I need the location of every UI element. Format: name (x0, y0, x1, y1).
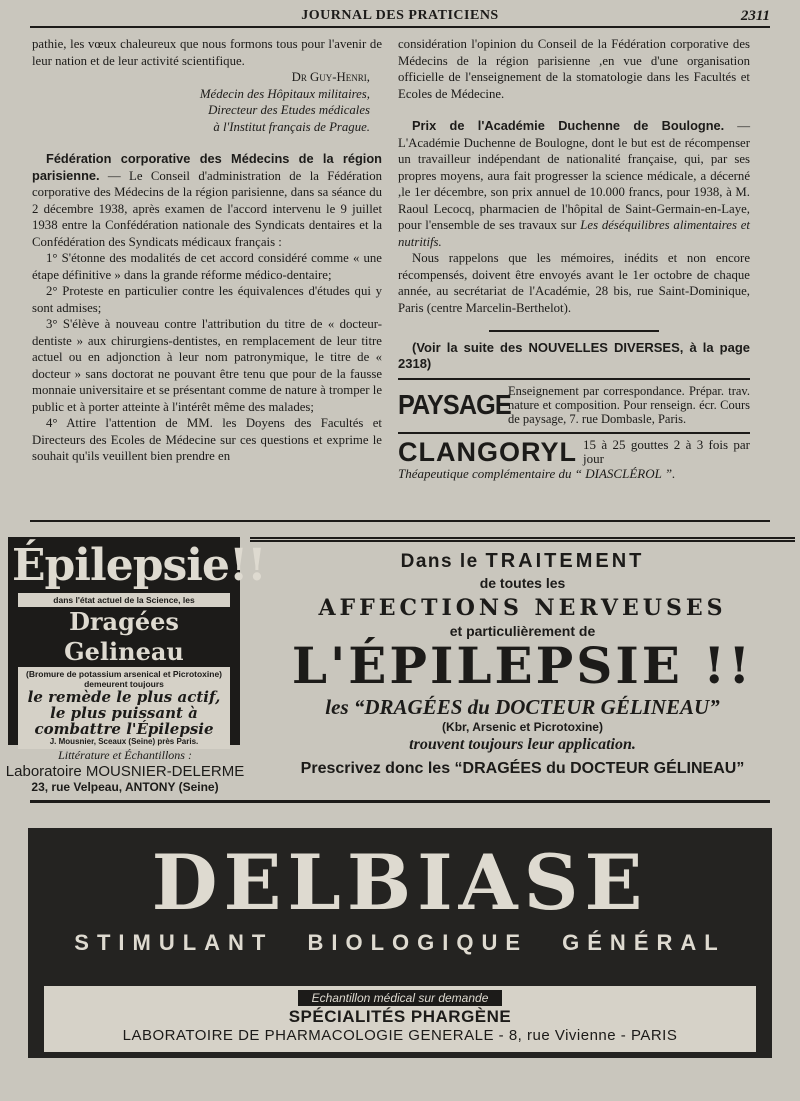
federation-point: 1° S'étonne des modalités de cet accord considéré comme « une étape définitive » dans la grande réforme médico-dentaire; (32, 251, 382, 282)
epilepsie-left-footer (2, 748, 248, 794)
er-line4: et particulièrement de (449, 623, 596, 639)
section-divider (30, 520, 770, 522)
left-column (32, 36, 382, 465)
delbiase-laboratory: LABORATOIRE DE PHARMACOLOGIE GENERALE - 8, rue Vivienne - PARIS (122, 1027, 678, 1044)
section-divider (30, 800, 770, 803)
epilepsie-right-ad (250, 537, 795, 787)
federation-point: 3° S'élève à nouveau contre l'attribution du titre de « docteur-dentiste » aux chirurgiens-dentistes, en remplacement de leur titre actuel ou en adjonction à leur nom patronymique, le titre de « docteur » sans doctorat ne pouvant être tenu que pour de la fausse monnaie universitaire et se présentant comme de nature à tromper le public et à porter atteinte à l'intérêt même des malades; (32, 317, 382, 414)
divider (489, 330, 659, 332)
er-line6: les “DRAGÉES du DOCTEUR GÉLINEAU” (325, 695, 720, 719)
signature-name: Dr Guy-Henri, (291, 70, 370, 84)
prix-text: — L'Académie Duchenne de Boulogne, dont le but est de récompenser un travailleur indépendant de nationalité française, qui, par ses propres moyens, aura fait progresser la science médicale, a décerné ,le 1er décembre, son prix annuel de 10.000 francs, pour 1938, à M. Raoul Lecocq, pharmacien de l'hôpital de Saint-Germain-en-Laye, pour l'ensemble de ses travaux sur (398, 119, 750, 232)
page-number: 2311 (740, 8, 770, 24)
federation-point: 2° Proteste en particulier contre les équivalences d'études qui y sont admises; (32, 284, 382, 315)
signature-line: à l'Institut français de Prague. (213, 119, 370, 134)
delbiase-specialites: SPÉCIALITÉS PHARGÈNE (288, 1007, 512, 1026)
signature-line: Médecin des Hôpitaux militaires, (199, 86, 370, 101)
prix-work-title: Les déséquilibres alimentaires et nutritifs. (398, 218, 750, 249)
epilepsie-title: Épilepsie!! (12, 540, 266, 591)
rappel-paragraph: Nous rappelons que les mémoires, inédits et non encore récompensés, doivent être envoyés avant le 1er octobre de chaque année, au secrétariat de l'Académie, 28 bis, rue Saint-Dominique, Paris (centre Marcelin-Berthelot). (398, 251, 750, 315)
intro-paragraph: pathie, les vœux chaleureux que nous formons tous pour l'avenir de leur nation et de leur activité scientifique. (32, 37, 382, 68)
delbiase-title: DELBIASE (151, 838, 649, 927)
clangoryl-ad (398, 432, 750, 483)
federation-text: — Le Conseil d'administration de la Fédération corporative des Médecins de la région parisienne, dans sa séance du 2 décembre 1938, après examen de l'accord intervenu le 9 juillet 1938 entre la Confédération nationale des Syndicats dentaires et la Confédération des Syndicats médicaux français : (32, 168, 382, 249)
epilepsie-maker: J. Mousnier, Sceaux (Seine) près Paris. (49, 737, 199, 746)
federation-heading: Fédération corporative des Médecins de la région parisienne. (32, 151, 382, 183)
epilepsie-claim: le remède le plus actif, le plus puissant à combattre l'Épilepsie (27, 688, 221, 738)
voir-suite-link: (Voir la suite des NOUVELLES DIVERSES, à la page 2318) (398, 340, 750, 371)
prix-paragraph (398, 118, 750, 250)
delbiase-panel (44, 986, 756, 1052)
er-line7: (Kbr, Arsenic et Picrotoxine) (442, 720, 603, 734)
delbiase-ad (28, 828, 772, 1058)
continuation-paragraph: considération l'opinion du Conseil de la Fédération corporative des Médecins de la région parisienne ,en vue d'une organisation officielle de l'enseignement de la stomatologie dans les Facultés et Ecoles de Médecine. (398, 37, 750, 101)
er-line9: Prescrivez donc les “DRAGÉES du DOCTEUR GÉLINEAU” (300, 760, 745, 777)
epilepsie-inner-panel (18, 593, 230, 749)
paysage-name: PAYSAGE (398, 388, 511, 420)
right-column (398, 36, 750, 483)
epilepsie-line1: dans l'état actuel de la Science, les (53, 595, 195, 605)
er-line3: AFFECTIONS NERVEUSES (318, 595, 727, 621)
federation-point: 4° Attire l'attention de MM. les Doyens des Facultés et Directeurs des Ecoles de Médecine sur ces questions et exprime le souhait qu'ils veuillent bien prendre en (32, 416, 382, 463)
epilepsie-product: Dragées Gelineau (18, 607, 230, 667)
federation-paragraph (32, 151, 382, 250)
journal-title: JOURNAL DES PRATICIENS (301, 8, 499, 23)
clangoryl-subtitle: Théapeutique complémentaire du “ DIASCLÉROL ”. (398, 466, 676, 481)
clangoryl-name: CLANGORYL (398, 436, 577, 467)
laboratory-name: Laboratoire MOUSNIER-DELERME (5, 763, 245, 780)
delbiase-sample: Echantillon médical sur demande (298, 990, 503, 1006)
er-line1: Dans le TRAITEMENT (400, 550, 645, 572)
paysage-ad (398, 378, 750, 426)
epilepsie-composition: (Bromure de potassium arsenical et Picrotoxine) demeurent toujours (25, 669, 223, 689)
er-line2: de toutes les (479, 575, 566, 591)
signature-line: Directeur des Etudes médicales (208, 103, 370, 117)
clangoryl-dose: 15 à 25 gouttes 2 à 3 fois par jour (583, 437, 750, 466)
laboratory-address: 23, rue Velpeau, ANTONY (Seine) (31, 780, 219, 794)
er-line8: trouvent toujours leur application. (409, 736, 636, 753)
prix-heading: Prix de l'Académie Duchenne de Boulogne. (412, 118, 725, 133)
literature-label: Littérature et Échantillons : (58, 748, 192, 762)
epilepsie-left-ad (8, 537, 266, 746)
delbiase-subtitle: STIMULANT BIOLOGIQUE GÉNÉRAL (74, 930, 726, 955)
page-header (30, 6, 770, 28)
paysage-text: Enseignement par correspondance. Prépar. trav. nature et composition. Pour renseign. écr. Cours de paysage, 7. rue Dombasle, Paris. (508, 384, 750, 426)
er-headline: L'ÉPILEPSIE !! (291, 636, 754, 695)
